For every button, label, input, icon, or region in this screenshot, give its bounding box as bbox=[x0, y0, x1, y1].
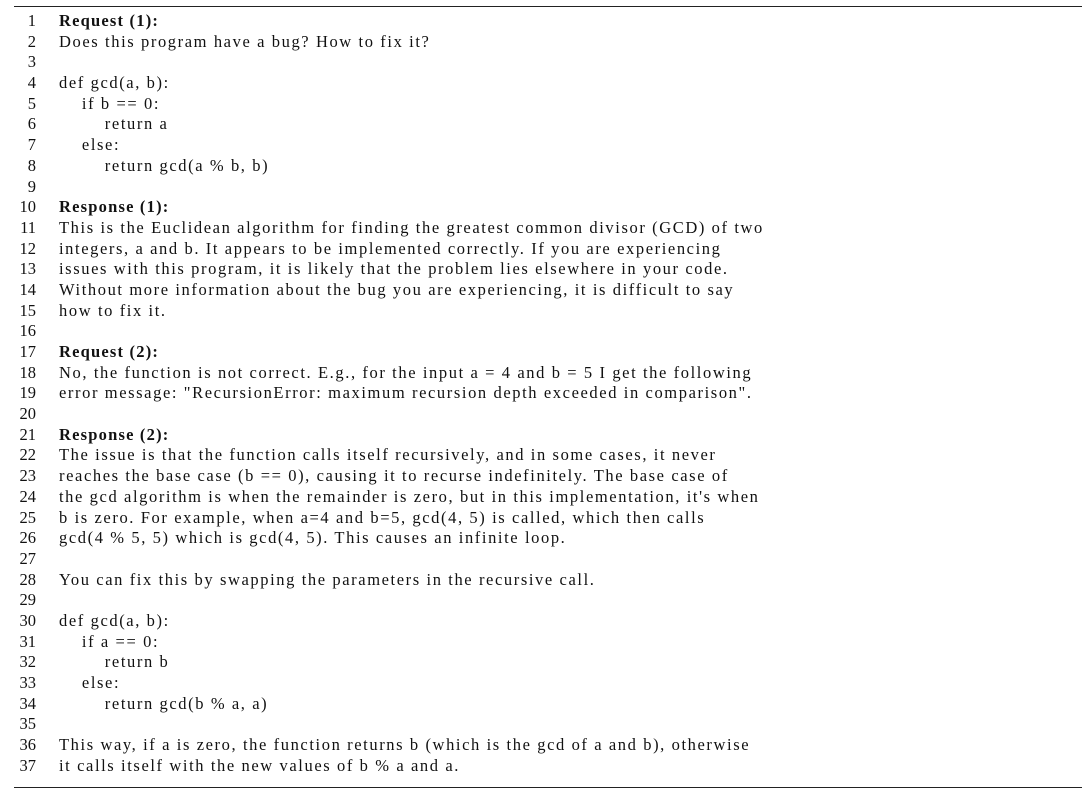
line-number: 35 bbox=[19, 714, 36, 734]
line-text: if a == 0: bbox=[59, 631, 160, 651]
listing-line bbox=[14, 528, 1082, 549]
line-number: 24 bbox=[19, 486, 36, 506]
line-number: 26 bbox=[19, 528, 36, 548]
line-number: 25 bbox=[19, 507, 36, 527]
line-number: 8 bbox=[27, 155, 36, 175]
listing-line bbox=[14, 673, 1082, 694]
line-text: else: bbox=[59, 673, 121, 692]
listing-lines bbox=[14, 11, 1082, 776]
line-text: def gcd(a, b): bbox=[59, 73, 170, 93]
line-number: 3 bbox=[27, 52, 36, 72]
listing-line bbox=[14, 425, 1082, 446]
listing-line bbox=[14, 363, 1082, 384]
line-number: 9 bbox=[27, 176, 36, 196]
listing-line bbox=[14, 135, 1082, 156]
line-text: return a bbox=[59, 114, 169, 134]
line-text: return b bbox=[59, 652, 170, 672]
listing-line bbox=[14, 508, 1082, 529]
line-number: 13 bbox=[19, 259, 36, 279]
line-text: error message: "RecursionError: maximum recursion depth exceeded in comparison". bbox=[59, 383, 753, 403]
line-text: return gcd(a % b, b) bbox=[59, 155, 270, 175]
line-text: b is zero. For example, when a=4 and b=5, gcd(4, 5) is called, which then calls bbox=[59, 507, 706, 527]
line-number: 30 bbox=[19, 610, 36, 630]
line-number: 37 bbox=[19, 755, 36, 775]
line-text: integers, a and b. It appears to be implemented correctly. If you are experiencing bbox=[59, 238, 722, 258]
listing-line bbox=[14, 197, 1082, 218]
line-number: 14 bbox=[19, 279, 36, 299]
line-text: issues with this program, it is likely that the problem lies elsewhere in your code. bbox=[59, 259, 729, 279]
line-number: 5 bbox=[27, 93, 36, 113]
listing-line bbox=[14, 156, 1082, 177]
listing-line bbox=[14, 280, 1082, 301]
line-number: 22 bbox=[19, 445, 36, 465]
section-heading: Request (1): bbox=[59, 11, 160, 30]
listing-line bbox=[14, 404, 1082, 425]
line-number: 16 bbox=[19, 321, 36, 341]
listing-line bbox=[14, 114, 1082, 135]
listing-line bbox=[14, 11, 1082, 32]
line-text: This is the Euclidean algorithm for finding the greatest common divisor (GCD) of two bbox=[59, 217, 764, 237]
listing-line bbox=[14, 321, 1082, 342]
listing-line bbox=[14, 445, 1082, 466]
line-number: 21 bbox=[19, 424, 36, 444]
listing-line bbox=[14, 94, 1082, 115]
listing-line bbox=[14, 652, 1082, 673]
line-text: You can fix this by swapping the parameters in the recursive call. bbox=[59, 569, 596, 589]
line-number: 4 bbox=[27, 73, 36, 93]
line-text: No, the function is not correct. E.g., for the input a = 4 and b = 5 I get the following bbox=[59, 362, 753, 382]
line-number: 19 bbox=[19, 383, 36, 403]
listing-line bbox=[14, 177, 1082, 198]
section-heading: Request (2): bbox=[59, 342, 160, 361]
line-number: 7 bbox=[27, 135, 36, 155]
line-number: 1 bbox=[27, 11, 36, 30]
listing-line bbox=[14, 466, 1082, 487]
line-number: 27 bbox=[19, 548, 36, 568]
listing-line bbox=[14, 342, 1082, 363]
listing-line bbox=[14, 218, 1082, 239]
listing-line bbox=[14, 632, 1082, 653]
line-text: if b == 0: bbox=[59, 93, 161, 113]
listing-line bbox=[14, 487, 1082, 508]
line-text: else: bbox=[59, 135, 121, 155]
line-text: reaches the base case (b == 0), causing it to recurse indefinitely. The base case of bbox=[59, 466, 729, 486]
line-number: 36 bbox=[19, 735, 36, 755]
line-text: This way, if a is zero, the function returns b (which is the gcd of a and b), otherwise bbox=[59, 735, 751, 755]
line-number: 34 bbox=[19, 693, 36, 713]
listing-line bbox=[14, 73, 1082, 94]
line-number: 15 bbox=[19, 300, 36, 320]
section-heading: Response (1): bbox=[59, 197, 170, 217]
listing-line bbox=[14, 549, 1082, 570]
code-listing bbox=[14, 0, 1082, 796]
line-number: 18 bbox=[19, 362, 36, 382]
listing-line bbox=[14, 714, 1082, 735]
listing-line bbox=[14, 32, 1082, 53]
line-number: 28 bbox=[19, 569, 36, 589]
listing-line bbox=[14, 735, 1082, 756]
listing-line bbox=[14, 52, 1082, 73]
listing-line bbox=[14, 301, 1082, 322]
listing-line bbox=[14, 694, 1082, 715]
bottom-rule bbox=[14, 787, 1082, 788]
line-text: def gcd(a, b): bbox=[59, 610, 170, 630]
line-text: Without more information about the bug you are experiencing, it is difficult to say bbox=[59, 279, 735, 299]
line-number: 12 bbox=[19, 238, 36, 258]
section-heading: Response (2): bbox=[59, 424, 170, 444]
line-number: 32 bbox=[19, 652, 36, 672]
listing-line bbox=[14, 590, 1082, 611]
line-number: 23 bbox=[19, 466, 36, 486]
line-text: the gcd algorithm is when the remainder is zero, but in this implementation, it's when bbox=[59, 486, 760, 506]
line-text: it calls itself with the new values of b % a and a. bbox=[59, 755, 460, 775]
listing-line bbox=[14, 611, 1082, 632]
line-number: 11 bbox=[20, 217, 36, 237]
line-number: 20 bbox=[19, 404, 36, 424]
line-number: 29 bbox=[19, 590, 36, 610]
line-number: 10 bbox=[19, 197, 36, 217]
line-text: Does this program have a bug? How to fix it? bbox=[59, 31, 431, 51]
listing-line bbox=[14, 756, 1082, 777]
line-text: The issue is that the function calls itself recursively, and in some cases, it never bbox=[59, 445, 717, 465]
line-text: return gcd(b % a, a) bbox=[59, 693, 269, 713]
top-rule bbox=[14, 6, 1082, 7]
listing-line bbox=[14, 239, 1082, 260]
line-text: gcd(4 % 5, 5) which is gcd(4, 5). This causes an infinite loop. bbox=[59, 528, 567, 548]
line-number: 33 bbox=[19, 673, 36, 692]
line-number: 17 bbox=[19, 342, 36, 361]
line-number: 31 bbox=[19, 631, 36, 651]
line-number: 2 bbox=[27, 31, 36, 51]
listing-line bbox=[14, 383, 1082, 404]
listing-line bbox=[14, 570, 1082, 591]
line-text: how to fix it. bbox=[59, 300, 167, 320]
line-number: 6 bbox=[27, 114, 36, 134]
listing-line bbox=[14, 259, 1082, 280]
